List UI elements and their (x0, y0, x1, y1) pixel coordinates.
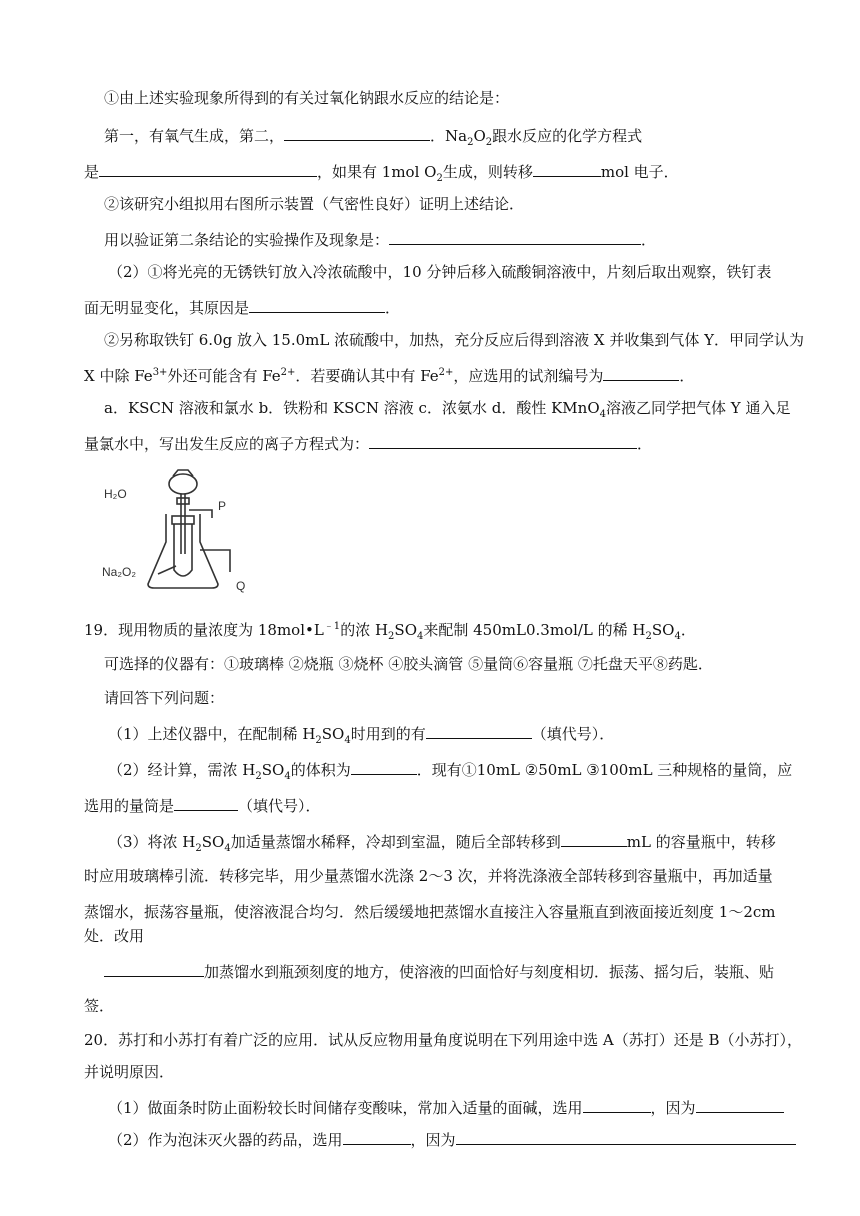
answer-blank[interactable] (284, 124, 430, 141)
q19-line-4: （1）上述仪器中，在配制稀 $H_2SO_4$时用到的有 （填代号）． (108, 722, 614, 744)
q20-line-4: （2）作为泡沫灭火器的药品，选用 ，因为 (108, 1128, 796, 1150)
stopcock (177, 498, 189, 504)
answer-blank[interactable] (369, 432, 637, 449)
label-na2o2: Na₂O₂ (102, 565, 136, 579)
answer-blank[interactable] (174, 794, 238, 811)
q18-line-9: X 中除 $Fe^{3+}$外还可能含有 $Fe^{2+}$．若要确认其中有 $Fe^{2+}$，应选用的试剂编号为 ． (84, 364, 694, 386)
q19-line-3: 请回答下列问题： (104, 689, 225, 707)
answer-blank[interactable] (561, 830, 627, 847)
answer-blank[interactable] (426, 722, 532, 739)
q18-line-6: （2）①将光亮的无锈铁钉放入冷浓硫酸中，10 分钟后移入硫酸铜溶液中，片刻后取出观察，铁钉表 (108, 263, 772, 281)
q18-line-11: 量氯水中，写出发生反应的离子方程式为： ． (84, 432, 652, 454)
q19-line-8: 时应用玻璃棒引流．转移完毕，用少量蒸馏水洗涤 2～3 次，并将洗涤液全部转移到容量瓶中，再加适量 (84, 867, 773, 885)
answer-blank[interactable] (533, 160, 601, 177)
stopper (172, 516, 194, 524)
q18-line-3: 是 ，如果有 1mol $O_2$生成，则转移 mol 电子． (84, 160, 679, 182)
q19-line-6: 选用的量筒是 （填代号）． (84, 794, 321, 816)
answer-blank[interactable] (351, 758, 417, 775)
q18-line-5: 用以验证第二条结论的实验操作及现象是： ． (104, 228, 656, 250)
q20-line-3: （1）做面条时防止面粉较长时间储存变酸味，常加入适量的面碱，选用 ，因为 (108, 1096, 784, 1118)
q18-line-7: 面无明显变化，其原因是 ． (84, 296, 400, 318)
answer-blank[interactable] (583, 1096, 651, 1113)
conical-flask (148, 514, 218, 588)
q19-line-9: 蒸馏水，振荡容量瓶，使溶液混合均匀．然后缓缓地把蒸馏水直接注入容量瓶直到液面接近刻度 1～2cm (84, 903, 776, 921)
q18-line-4: ②该研究小组拟用右图所示装置（气密性良好）证明上述结论． (104, 195, 525, 213)
label-p: P (218, 499, 227, 513)
q20-line-2: 并说明原因． (84, 1063, 175, 1081)
q18-line-10: a．KSCN 溶液和氯水 b．铁粉和 KSCN 溶液 c．浓氨水 d．酸性 KMnO$_4$溶液乙同学把气体 Y 通入足 (104, 399, 791, 420)
funnel-bulb (169, 474, 197, 494)
answer-blank[interactable] (696, 1096, 784, 1113)
answer-blank[interactable] (99, 160, 317, 177)
answer-blank[interactable] (389, 228, 641, 245)
answer-blank[interactable] (456, 1128, 796, 1145)
label-q: Q (236, 579, 246, 593)
q19-line-12: 签． (84, 997, 115, 1015)
apparatus-figure (100, 462, 250, 594)
q18-line-1: ①由上述实验现象所得到的有关过氧化钠跟水反应的结论是： (104, 89, 510, 107)
q19-line-2: 可选择的仪器有：①玻璃棒 ②烧瓶 ③烧杯 ④胶头滴管 ⑤量筒⑥容量瓶 ⑦托盘天平⑧药匙． (104, 655, 713, 673)
answer-blank[interactable] (343, 1128, 411, 1145)
q19-line-1: 19．现用物质的量浓度为 $18mol•L^{﹣1}$的浓 $H_2SO_4$来配制 450mL0.3mol/L 的稀 $H_2SO_4$． (84, 621, 696, 642)
answer-blank[interactable] (104, 960, 204, 977)
test-tube (174, 524, 192, 576)
q19-line-11: 加蒸馏水到瓶颈刻度的地方，使溶液的凹面恰好与刻度相切．振荡、摇匀后，装瓶、贴 (104, 960, 774, 982)
q19-line-5: （2）经计算，需浓 $H_2SO_4$的体积为 ．现有①10mL ②50mL ③100mL 三种规格的量筒，应 (108, 758, 792, 780)
answer-blank[interactable] (249, 296, 385, 313)
label-h2o: H₂O (104, 487, 127, 501)
q19-line-10: 处．改用 (84, 927, 145, 945)
answer-blank[interactable] (603, 364, 679, 381)
q18-line-8: ②另称取铁钉 6.0g 放入 15.0mL 浓硫酸中，加热，充分反应后得到溶液 X 并收集到气体 Y．甲同学认为 (104, 331, 805, 349)
q20-line-1: 20．苏打和小苏打有着广泛的应用．试从反应物用量角度说明在下列用途中选 A（苏打）还是 B（小苏打）， (84, 1031, 802, 1049)
q18-line-2: 第一，有氧气生成，第二， ．$Na_2O_2$跟水反应的化学方程式 (104, 124, 642, 146)
q19-line-7: （3）将浓 $H_2SO_4$加适量蒸馏水稀释，冷却到室温，随后全部转移到 mL 的容量瓶中，转移 (108, 830, 776, 852)
